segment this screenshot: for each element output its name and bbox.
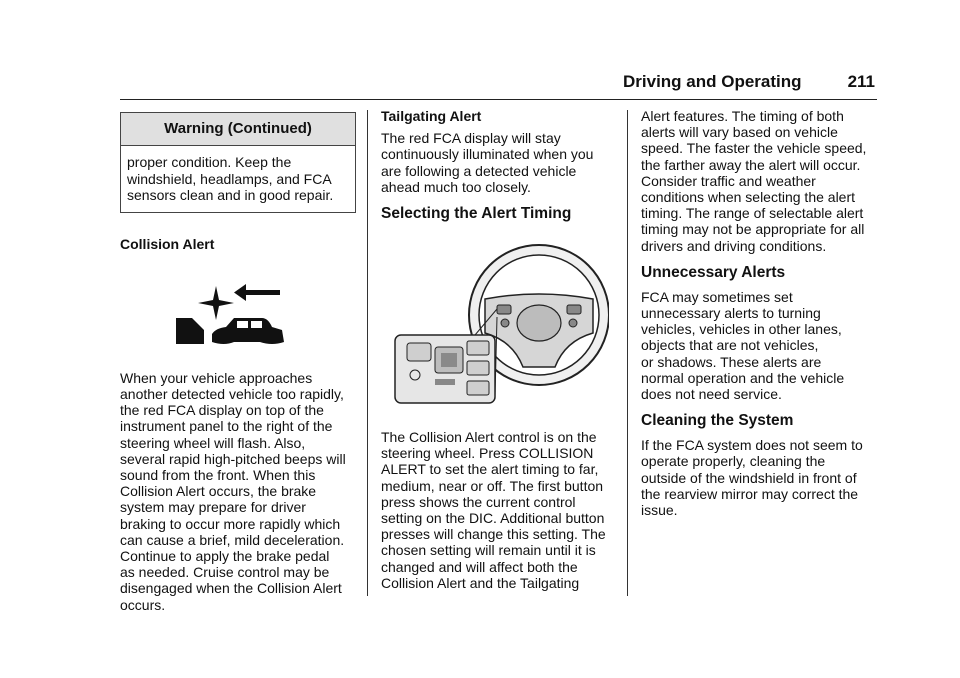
text-line: sound from the front. When this <box>120 466 316 483</box>
text-line: conditions when selecting the alert <box>641 189 856 206</box>
text-line: chosen setting will remain until it is <box>381 542 596 559</box>
text-line: speed. The faster the vehicle speed, <box>641 140 867 157</box>
warning-text <box>121 146 355 212</box>
column-divider <box>627 110 628 596</box>
text-line: sensors clean and in good repair. <box>127 187 334 203</box>
text-line: timing. The range of selectable alert <box>641 205 864 222</box>
text-line: the red FCA display on top of the <box>120 402 324 419</box>
text-line: The Collision Alert control is on the <box>381 429 597 446</box>
subheading-tailgating-alert: Tailgating Alert <box>381 108 482 124</box>
body-paragraph <box>120 370 356 613</box>
text-line: does not need service. <box>641 386 782 403</box>
text-line: objects that are not vehicles, <box>641 337 819 354</box>
text-line: the rearview mirror may correct the <box>641 485 859 502</box>
body-paragraph <box>641 289 877 402</box>
text-line: Consider traffic and weather <box>641 172 816 189</box>
column-3 <box>641 108 877 518</box>
heading-selecting-alert-timing: Selecting the Alert Timing <box>381 205 572 223</box>
text-line: changed and will affect both the <box>381 558 578 575</box>
text-line: If the FCA system does not seem to <box>641 437 863 454</box>
body-paragraph <box>381 130 617 195</box>
subheading-collision-alert: Collision Alert <box>120 235 215 252</box>
page-number: 211 <box>847 72 875 91</box>
warning-title: Warning (Continued) <box>121 113 355 146</box>
text-line: alerts will vary based on vehicle <box>641 124 838 141</box>
text-line: system may prepare for driver <box>120 499 306 516</box>
header-rule <box>120 99 877 100</box>
text-line: The red FCA display will stay <box>381 130 561 147</box>
text-line: unnecessary alerts to turning <box>641 305 821 322</box>
body-paragraph <box>641 108 877 254</box>
text-line: are following a detected vehicle <box>381 162 577 179</box>
column-2 <box>381 108 617 591</box>
text-line: operate properly, cleaning the <box>641 453 826 470</box>
running-header <box>623 72 875 96</box>
text-line: Alert features. The timing of both <box>641 108 844 124</box>
text-line: drivers and driving conditions. <box>641 237 827 254</box>
text-line: issue. <box>641 502 678 519</box>
text-line: normal operation and the vehicle <box>641 369 845 386</box>
text-line: Continue to apply the brake pedal <box>120 547 330 564</box>
text-line: vehicles, vehicles in other lanes, <box>641 321 842 338</box>
text-line: outside of the windshield in front of <box>641 469 857 486</box>
text-line: windshield, headlamps, and FCA <box>127 170 332 187</box>
text-line: Collision Alert occurs, the brake <box>120 483 317 500</box>
text-line: ALERT to set the alert timing to far, <box>381 461 599 478</box>
text-line: several rapid high-pitched beeps will <box>120 450 346 467</box>
warning-box <box>120 112 356 213</box>
body-paragraph <box>381 429 617 591</box>
text-line: timing may not be appropriate for all <box>641 221 865 238</box>
collision-alert-icon <box>176 284 296 348</box>
text-line: can cause a brief, mild deceleration. <box>120 531 345 548</box>
text-line: setting on the DIC. Additional button <box>381 510 605 527</box>
text-line: Collision Alert and the Tailgating <box>381 574 580 591</box>
text-line: disengaged when the Collision Alert <box>120 580 342 597</box>
text-line: steering wheel will flash. Also, <box>120 434 306 451</box>
text-line: another detected vehicle too rapidly, <box>120 385 344 402</box>
text-line: instrument panel to the right of the <box>120 418 333 435</box>
text-line: presses will change this setting. The <box>381 526 606 543</box>
text-line: medium, near or off. The first button <box>381 477 604 494</box>
text-line: braking to occur more rapidly which <box>120 515 341 532</box>
steering-wheel-controls-illustration <box>389 237 609 413</box>
text-line: ahead much too closely. <box>381 178 531 195</box>
text-line: or shadows. These alerts are <box>641 353 822 370</box>
column-1 <box>120 112 356 613</box>
text-line: FCA may sometimes set <box>641 288 793 305</box>
text-line: occurs. <box>120 596 166 613</box>
text-line: as needed. Cruise control may be <box>120 564 330 581</box>
text-line: the farther away the alert will occur. <box>641 156 861 173</box>
text-line: continuously illuminated when you <box>381 146 594 163</box>
section-title: Driving and Operating <box>623 72 802 91</box>
heading-unnecessary-alerts: Unnecessary Alerts <box>641 263 786 281</box>
text-line: When your vehicle approaches <box>120 369 313 386</box>
text-line: proper condition. Keep the <box>127 154 292 170</box>
text-line: press shows the current control <box>381 493 576 510</box>
text-line: steering wheel. Press COLLISION <box>381 445 594 462</box>
heading-cleaning-the-system: Cleaning the System <box>641 412 794 430</box>
column-divider <box>367 110 368 596</box>
body-paragraph <box>641 437 877 518</box>
